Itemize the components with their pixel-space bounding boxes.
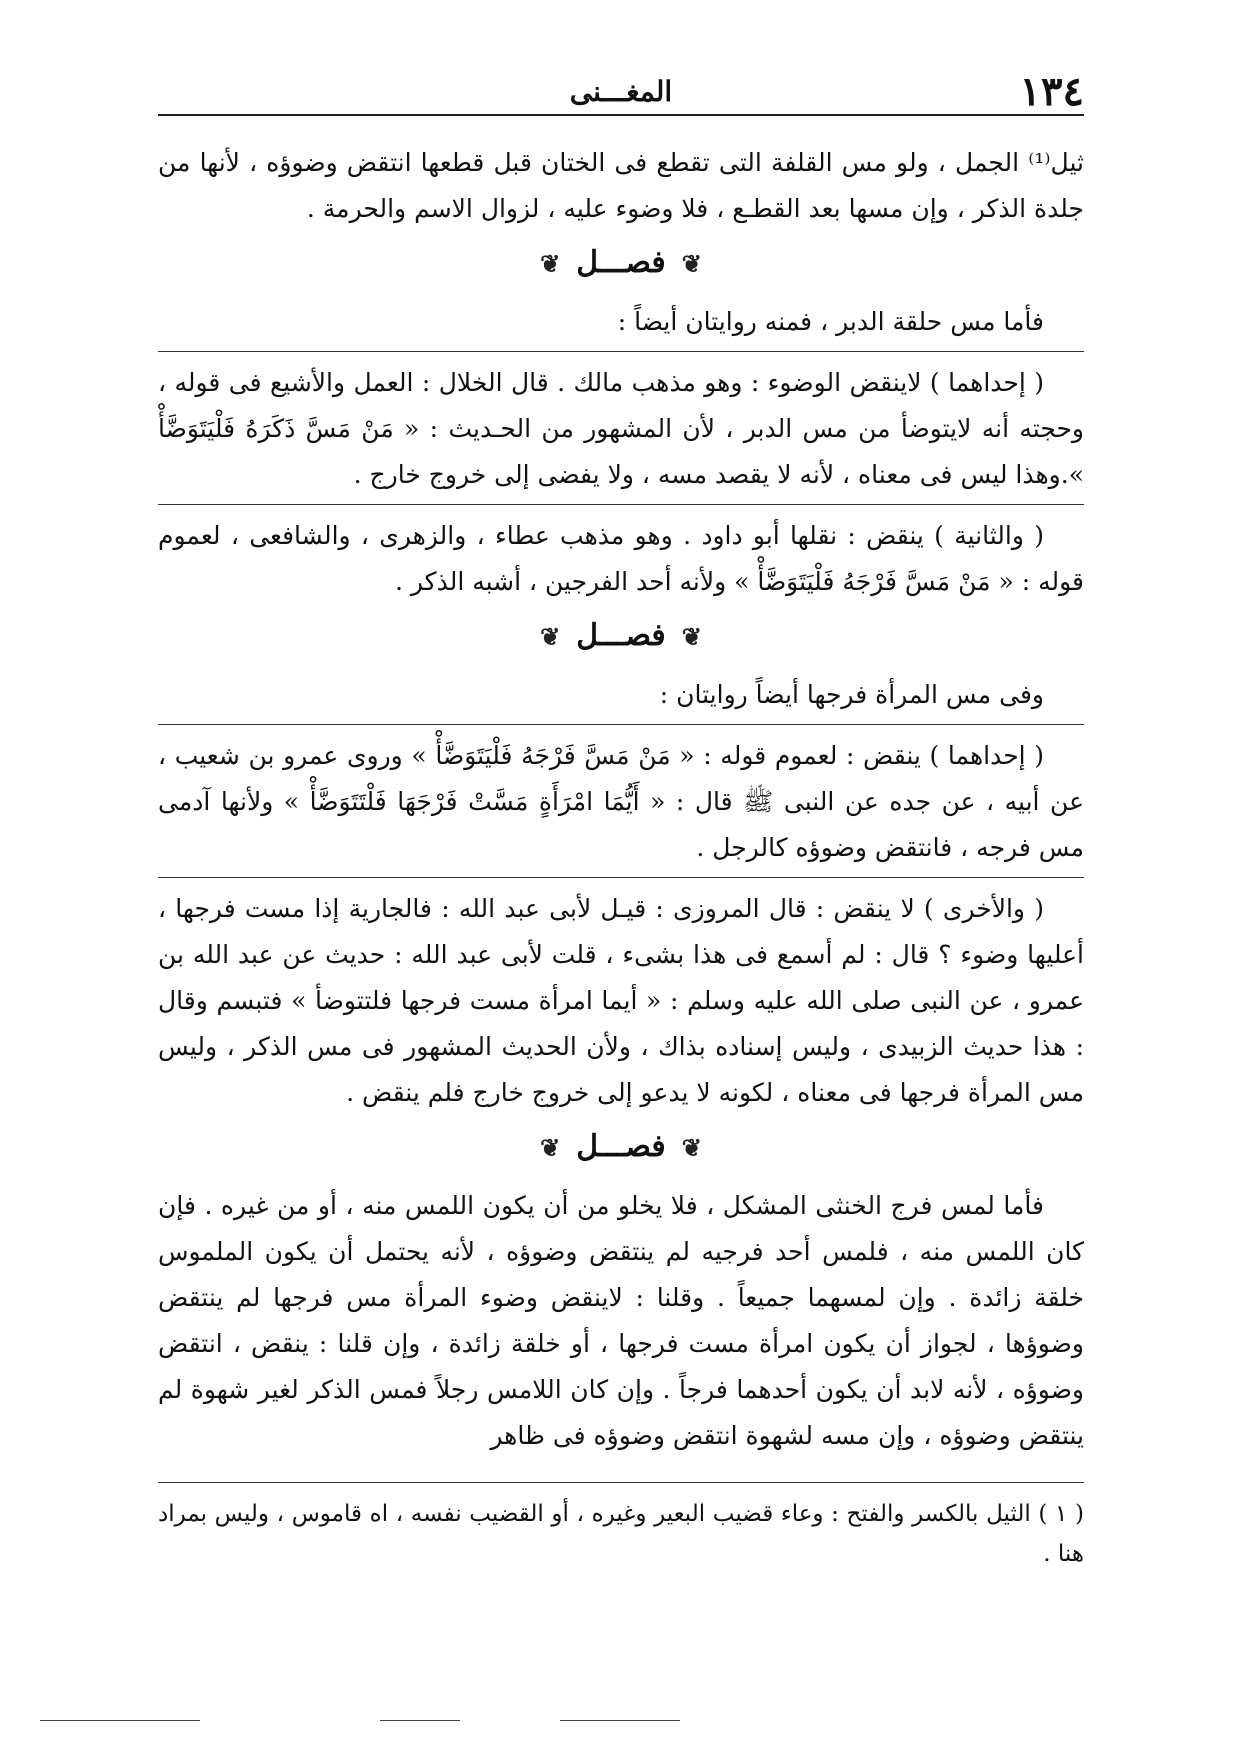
paragraph: فأما لمس فرج الخنثى المشكل ، فلا يخلو من أن يكون اللمس منه ، أو من غيره . فإن كان اللمس منه ، فلمس أحد فرجيه لم ينتقض وضوؤه ، لأنه يحتمل أن يكون الملموس خلقة زائدة . وإن لمسهما جميعاً . وقلنا : لاينقض وضوء المرأة مس فرجها لم ينتقض وضوؤها ، لجواز أن يكون امرأة مست فرجها ، أو خلقة زائدة ، وإن قلنا : ينقض ، انتقض وضوؤه ، لأنه لابد أن يكون أحدهما فرجاً . وإن كان اللامس رجلاً فمس الذكر لغير شهوة لم ينتقض وضوؤه ، وإن مسه لشهوة انتقض وضوؤه فى ظاهر bbox=[158, 1191, 1084, 1450]
section-heading-label: فصـــل bbox=[576, 618, 666, 653]
ornament-icon: ❦ bbox=[681, 622, 702, 651]
footnote: ( ١ ) الثيل بالكسر والفتح : وعاء قضيب البعير وغيره ، أو القضيب نفسه ، اه قاموس ، وليس بمراد هنا . bbox=[158, 1501, 1084, 1567]
section-heading-label: فصـــل bbox=[576, 1129, 666, 1164]
paragraph: ( والثانية ) ينقض : نقلها أبو داود . وهو مذهب عطاء ، والزهرى ، والشافعى ، لعموم قوله : « مَنْ مَسَّ فَرْجَهُ فَلْيَتَوَضَّأْ » ولأنه أحد الفرجين ، أشبه الذكر . bbox=[158, 521, 1084, 596]
page-number: ١٣٤ bbox=[1019, 68, 1084, 115]
main-text bbox=[158, 140, 1084, 1465]
running-title: المغـــنى bbox=[569, 75, 673, 108]
section-heading-label: فصـــل bbox=[576, 245, 666, 280]
bottom-rule bbox=[560, 1720, 680, 1721]
paragraph-divider bbox=[158, 504, 1084, 505]
paragraph-divider bbox=[158, 724, 1084, 725]
paragraph: ( إحداهما ) ينقض : لعموم قوله : « مَنْ مَسَّ فَرْجَهُ فَلْيَتَوَضَّأْ » وروى عمرو بن شعيب ، عن أبيه ، عن جده عن النبى ﷺ قال : « أَيُّمَا امْرَأَةٍ مَسَّتْ فَرْجَهَا فَلْتَتَوَضَّأْ » ولأنها آدمى مس فرجه ، فانتقض وضوؤه كالرجل . bbox=[158, 741, 1084, 862]
paragraph-divider bbox=[158, 351, 1084, 352]
ornament-icon: ❦ bbox=[540, 622, 561, 651]
bottom-rule bbox=[40, 1720, 200, 1721]
paragraph: فأما مس حلقة الدبر ، فمنه روايتان أيضاً : bbox=[617, 307, 1044, 336]
paragraph: ( إحداهما ) لاينقض الوضوء : وهو مذهب مالك . قال الخلال : العمل والأشيع فى قوله ، وحجته أنه لايتوضأ من مس الدبر ، لأن المشهور من الحـديث : « مَنْ مَسَّ ذَكَرَهُ فَلْيَتَوَضَّأْ ».وهذا ليس فى معناه ، لأنه لا يقصد مسه ، ولا يفضى إلى خروج خارج . bbox=[158, 368, 1084, 489]
footnote-divider bbox=[158, 1482, 1084, 1483]
paragraph-divider bbox=[158, 877, 1084, 878]
section-heading bbox=[158, 611, 1084, 662]
paragraph: ثيل⁽¹⁾ الجمل ، ولو مس القلفة التى تقطع فى الختان قبل قطعها انتقض وضوؤه ، لأنها من جلدة الذكر ، وإن مسها بعد القطـع ، فلا وضوء عليه ، لزوال الاسم والحرمة . bbox=[158, 148, 1084, 223]
ornament-icon: ❦ bbox=[681, 1133, 702, 1162]
section-heading bbox=[158, 1122, 1084, 1173]
paragraph: وفى مس المرأة فرجها أيضاً روايتان : bbox=[659, 680, 1044, 709]
bottom-rule bbox=[380, 1720, 460, 1721]
section-heading bbox=[158, 238, 1084, 289]
ornament-icon: ❦ bbox=[540, 249, 561, 278]
ornament-icon: ❦ bbox=[681, 249, 702, 278]
ornament-icon: ❦ bbox=[540, 1133, 561, 1162]
page-header bbox=[158, 70, 1084, 116]
paragraph: ( والأخرى ) لا ينقض : قال المروزى : قيـل لأبى عبد الله : فالجارية إذا مست فرجها ، أعليها وضوء ؟ قال : لم أسمع فى هذا بشىء ، قلت لأبى عبد الله : حديث عن عبد الله بن عمرو ، عن النبى صلى الله عليه وسلم : « أيما امرأة مست فرجها فلتتوضأ » فتبسم وقال : هذا حديث الزبيدى ، وليس إسناده بذاك ، ولأن الحديث المشهور فى مس الذكر ، وليس مس المرأة فرجها فى معناه ، لكونه لا يدعو إلى خروج خارج فلم ينقض . bbox=[158, 894, 1084, 1107]
